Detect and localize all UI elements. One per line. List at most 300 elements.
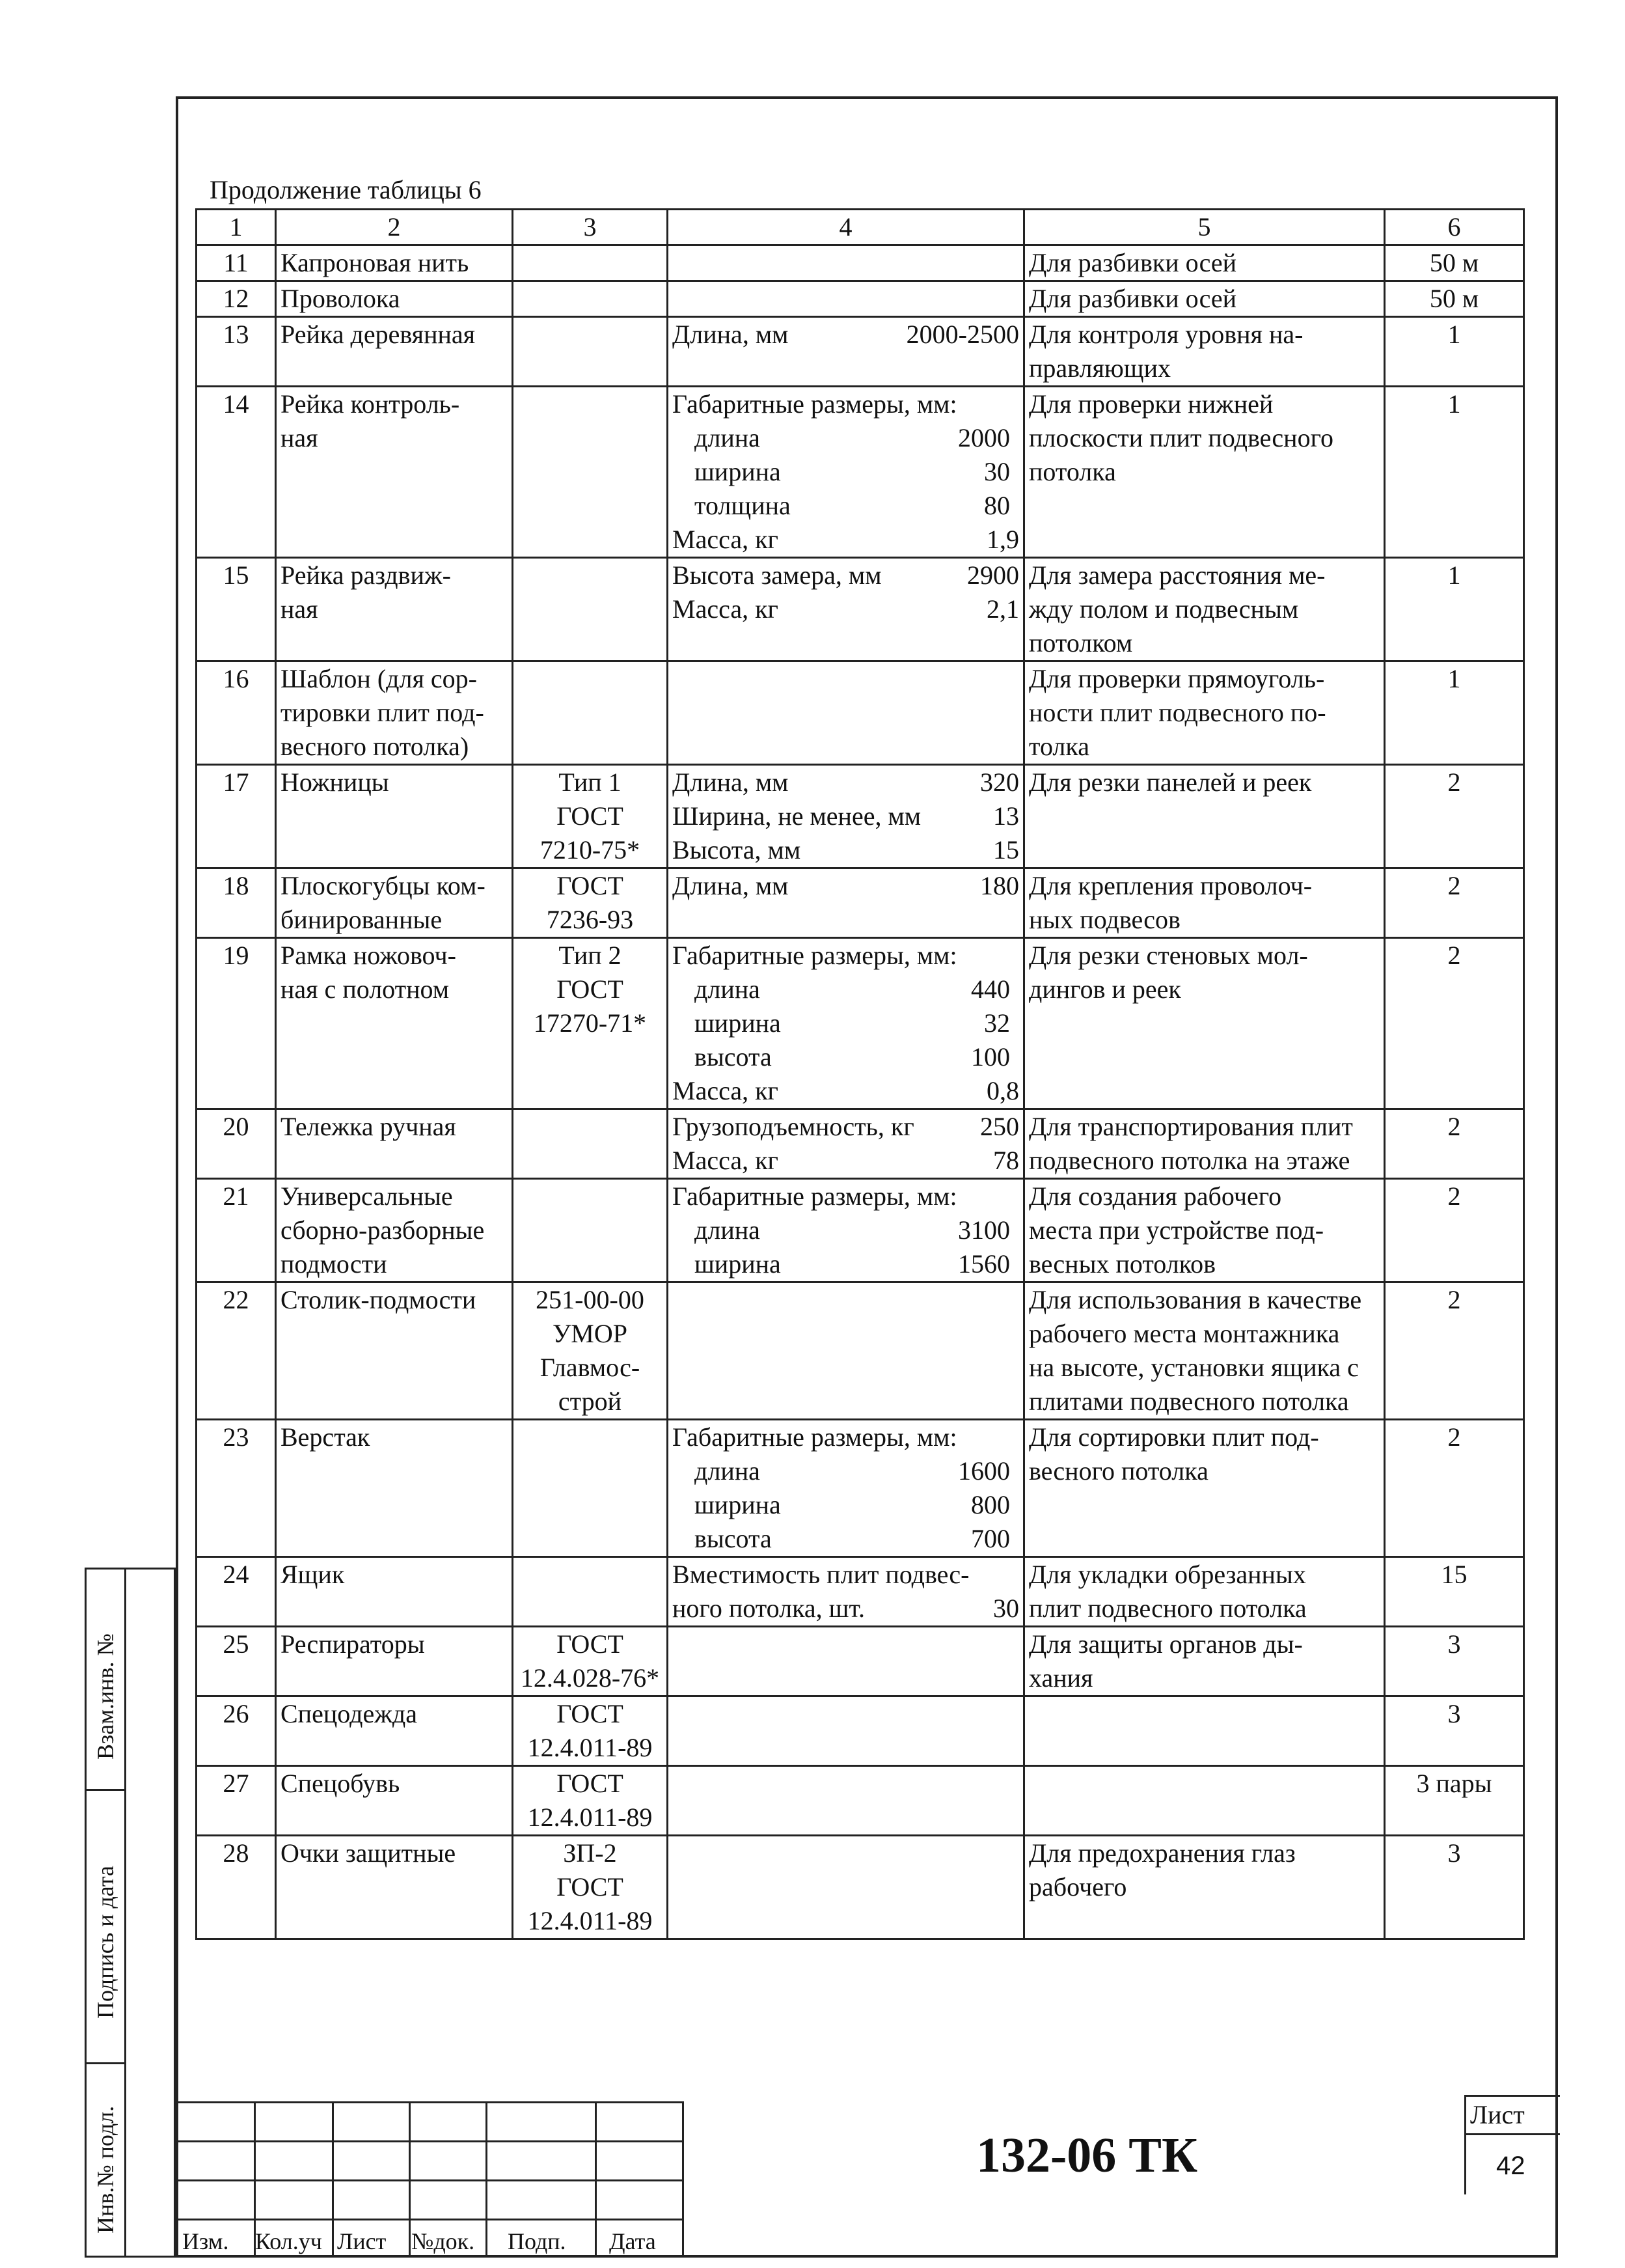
spec-value: 320	[980, 768, 1019, 797]
purpose-line: Для использования в качестве	[1029, 1285, 1362, 1314]
standard-cell	[513, 1557, 668, 1627]
purpose-line: Для резки стеновых мол-	[1029, 941, 1308, 970]
purpose-cell	[1024, 661, 1385, 765]
purpose-cell	[1024, 245, 1385, 281]
spec-line	[672, 1074, 1019, 1108]
standard-line: 12.4.028-76*	[520, 1663, 660, 1693]
spec-cell	[668, 1109, 1024, 1179]
spec-value: 1,9	[987, 525, 1019, 554]
spec-key: Габаритные размеры, мм:	[672, 389, 957, 419]
item-name-line: Универсальные	[280, 1182, 453, 1211]
sheet-box	[1464, 2095, 1560, 2194]
spec-value: 2000	[958, 423, 1010, 452]
quantity-cell: 50 м	[1385, 245, 1524, 281]
spec-value: 78	[993, 1146, 1019, 1175]
standard-line: ГОСТ	[556, 1629, 623, 1659]
table-row	[197, 387, 1524, 558]
spec-cell	[668, 1627, 1024, 1696]
spec-value: 250	[980, 1112, 1019, 1141]
item-name-cell	[276, 317, 513, 387]
standard-line: Тип 1	[558, 768, 621, 797]
spec-key: высота	[694, 1042, 772, 1072]
row-number: 25	[197, 1627, 276, 1696]
spec-line	[672, 1180, 1019, 1213]
quantity-cell: 1	[1385, 558, 1524, 661]
standard-cell	[513, 868, 668, 938]
spec-line	[672, 1213, 1019, 1247]
spec-value: 800	[971, 1490, 1010, 1519]
purpose-cell	[1024, 317, 1385, 387]
item-name-line: Капроновая нить	[280, 248, 469, 277]
row-number: 18	[197, 868, 276, 938]
standard-line: 17270-71*	[533, 1008, 647, 1038]
row-number: 28	[197, 1836, 276, 1939]
header-col-4: 4	[668, 210, 1024, 245]
item-name-cell	[276, 1282, 513, 1420]
purpose-cell	[1024, 1627, 1385, 1696]
spec-key: ширина	[694, 457, 781, 486]
row-number: 16	[197, 661, 276, 765]
spec-value: 80	[984, 491, 1010, 520]
purpose-cell	[1024, 1420, 1385, 1557]
quantity-cell: 3	[1385, 1627, 1524, 1696]
spec-key: ширина	[694, 1249, 781, 1279]
table-row	[197, 1766, 1524, 1836]
purpose-line: Для разбивки осей	[1029, 284, 1237, 313]
spec-key: толщина	[694, 491, 791, 520]
item-name-cell	[276, 1766, 513, 1836]
item-name-cell	[276, 1627, 513, 1696]
purpose-line: Для проверки прямоуголь-	[1029, 664, 1325, 693]
purpose-line: подвесного потолка на этаже	[1029, 1146, 1350, 1175]
spec-cell	[668, 765, 1024, 868]
inv-podl-label: Инв.№ подл.	[92, 2105, 118, 2233]
purpose-line: Для крепления проволоч-	[1029, 871, 1313, 900]
spec-value: 30	[993, 1594, 1019, 1623]
purpose-cell	[1024, 1836, 1385, 1939]
table-row	[197, 1420, 1524, 1557]
standard-cell	[513, 765, 668, 868]
header-col-3: 3	[513, 210, 668, 245]
item-name-cell	[276, 1420, 513, 1557]
item-name-line: Шаблон (для сор-	[280, 664, 477, 693]
item-name-line: Ящик	[280, 1560, 345, 1589]
row-number: 14	[197, 387, 276, 558]
standard-line: 12.4.011-89	[527, 1803, 653, 1832]
row-number: 22	[197, 1282, 276, 1420]
purpose-line: Для предохранения глаз	[1029, 1838, 1296, 1868]
spec-line	[672, 592, 1019, 626]
purpose-line: потолка	[1029, 457, 1116, 486]
standard-cell	[513, 1696, 668, 1766]
spec-line	[672, 318, 1019, 352]
purpose-line: ных подвесов	[1029, 905, 1181, 934]
header-col-1: 1	[197, 210, 276, 245]
spec-value: 30	[984, 457, 1010, 486]
spec-line	[672, 1144, 1019, 1178]
header-col-2: 2	[276, 210, 513, 245]
row-number: 17	[197, 765, 276, 868]
spec-key: длина	[694, 975, 760, 1004]
quantity-cell: 2	[1385, 868, 1524, 938]
spec-line	[672, 1247, 1019, 1281]
spec-key: Грузоподъемность, кг	[672, 1112, 914, 1141]
table-row	[197, 558, 1524, 661]
spec-value: 3100	[958, 1215, 1010, 1245]
purpose-line: Для резки панелей и реек	[1029, 768, 1312, 797]
spec-line	[672, 973, 1019, 1006]
item-name-line: Тележка ручная	[280, 1112, 456, 1141]
item-name-line: Спецодежда	[280, 1699, 417, 1728]
item-name-cell	[276, 1109, 513, 1179]
purpose-line: рабочего	[1029, 1872, 1127, 1902]
spec-key: ширина	[694, 1008, 781, 1038]
standard-line: Тип 2	[558, 941, 621, 970]
item-name-cell	[276, 1557, 513, 1627]
standard-cell	[513, 661, 668, 765]
standard-line: 251-00-00	[536, 1285, 644, 1314]
item-name-line: Рейка деревянная	[280, 320, 476, 349]
purpose-line: весных потолков	[1029, 1249, 1216, 1279]
spec-value: 2,1	[987, 594, 1019, 624]
item-name-line: подмости	[280, 1249, 387, 1279]
spec-line	[672, 869, 1019, 903]
vzam-inv-label: Взам.инв. №	[92, 1633, 118, 1760]
table-row	[197, 317, 1524, 387]
purpose-cell	[1024, 868, 1385, 938]
spec-line	[672, 1454, 1019, 1488]
spec-value: 13	[993, 801, 1019, 831]
item-name-line: Респираторы	[280, 1629, 425, 1659]
spec-line	[672, 766, 1019, 799]
item-name-cell	[276, 1696, 513, 1766]
quantity-cell: 2	[1385, 1420, 1524, 1557]
standard-line: ГОСТ	[556, 1699, 623, 1728]
standard-cell	[513, 1179, 668, 1282]
item-name-line: Ножницы	[280, 768, 389, 797]
spec-cell	[668, 938, 1024, 1109]
item-name-line: Проволока	[280, 284, 400, 313]
item-name-line: ная с полотном	[280, 975, 450, 1004]
purpose-line: Для контроля уровня на-	[1029, 320, 1304, 349]
item-name-line: тировки плит под-	[280, 698, 484, 727]
item-name-line: ная	[280, 594, 318, 624]
label-kol-uch: Кол.уч	[255, 2228, 322, 2254]
row-number: 19	[197, 938, 276, 1109]
spec-line	[672, 833, 1019, 867]
item-name-cell	[276, 281, 513, 317]
spec-cell	[668, 1557, 1024, 1627]
purpose-cell	[1024, 1179, 1385, 1282]
spec-key: Длина, мм	[672, 871, 789, 900]
standard-line: Главмос-	[539, 1353, 640, 1382]
row-number: 11	[197, 245, 276, 281]
spec-key: Высота замера, мм	[672, 560, 882, 590]
purpose-cell	[1024, 938, 1385, 1109]
spec-key: Ширина, не менее, мм	[672, 801, 922, 831]
standard-line: ГОСТ	[556, 801, 623, 831]
standard-line: ГОСТ	[556, 975, 623, 1004]
spec-cell	[668, 661, 1024, 765]
row-number: 21	[197, 1179, 276, 1282]
quantity-cell: 2	[1385, 1179, 1524, 1282]
purpose-line: плитами подвесного потолка	[1029, 1387, 1349, 1416]
item-name-cell	[276, 245, 513, 281]
standard-line: 7210-75*	[539, 835, 640, 864]
spec-key: Масса, кг	[672, 1146, 778, 1175]
purpose-line: на высоте, установки ящика с	[1029, 1353, 1359, 1382]
spec-value: 32	[984, 1008, 1010, 1038]
standard-cell	[513, 1766, 668, 1836]
spec-line	[672, 1420, 1019, 1454]
spec-key: длина	[694, 1215, 760, 1245]
spec-key: длина	[694, 1456, 760, 1486]
purpose-line: правляющих	[1029, 353, 1171, 383]
spec-line	[672, 1488, 1019, 1522]
table-caption: Продолжение таблицы 6	[210, 175, 482, 204]
item-name-cell	[276, 1836, 513, 1939]
spec-key: ного потолка, шт.	[672, 1594, 865, 1623]
purpose-line: Для разбивки осей	[1029, 248, 1237, 277]
spec-line	[672, 387, 1019, 421]
purpose-line: Для укладки обрезанных	[1029, 1560, 1306, 1589]
spec-key: Масса, кг	[672, 594, 778, 624]
spec-line	[672, 421, 1019, 455]
row-number: 15	[197, 558, 276, 661]
item-name-cell	[276, 765, 513, 868]
standard-cell	[513, 281, 668, 317]
purpose-line: плит подвесного потолка	[1029, 1594, 1307, 1623]
quantity-cell: 2	[1385, 765, 1524, 868]
standard-line: УМОР	[552, 1319, 628, 1348]
margin-stamp	[85, 1568, 176, 2258]
spec-line	[672, 455, 1019, 489]
standard-line: ГОСТ	[556, 1872, 623, 1902]
table-row	[197, 661, 1524, 765]
standard-line: ГОСТ	[556, 871, 623, 900]
spec-cell	[668, 1179, 1024, 1282]
quantity-cell: 2	[1385, 1109, 1524, 1179]
spec-line	[672, 799, 1019, 833]
standard-cell	[513, 317, 668, 387]
purpose-line: Для сортировки плит под-	[1029, 1422, 1319, 1452]
standard-cell	[513, 387, 668, 558]
standard-cell	[513, 1282, 668, 1420]
header-col-6: 6	[1385, 210, 1524, 245]
table-row	[197, 1109, 1524, 1179]
table-row	[197, 1836, 1524, 1939]
label-data: Дата	[609, 2228, 656, 2254]
sheet-number: 42	[1496, 2151, 1525, 2180]
row-number: 26	[197, 1696, 276, 1766]
purpose-line: рабочего места монтажника	[1029, 1319, 1340, 1348]
spec-cell	[668, 1766, 1024, 1836]
purpose-cell	[1024, 1109, 1385, 1179]
table-row	[197, 938, 1524, 1109]
spec-key: высота	[694, 1524, 772, 1553]
spec-cell	[668, 387, 1024, 558]
spec-value: 440	[971, 975, 1010, 1004]
spec-key: Габаритные размеры, мм:	[672, 941, 957, 970]
spec-line	[672, 559, 1019, 592]
spec-cell	[668, 1282, 1024, 1420]
spec-cell	[668, 558, 1024, 661]
spec-key: Масса, кг	[672, 1076, 778, 1105]
standard-line: строй	[558, 1387, 622, 1416]
row-number: 12	[197, 281, 276, 317]
spec-key: Габаритные размеры, мм:	[672, 1422, 957, 1452]
purpose-line: весного потолка	[1029, 1456, 1209, 1486]
standard-line: ГОСТ	[556, 1769, 623, 1798]
spec-cell	[668, 868, 1024, 938]
standard-line: 7236-93	[546, 905, 634, 934]
label-podp: Подп.	[508, 2228, 566, 2254]
purpose-cell	[1024, 558, 1385, 661]
spec-value: 0,8	[987, 1076, 1019, 1105]
table-row	[197, 1282, 1524, 1420]
quantity-cell: 1	[1385, 317, 1524, 387]
podpis-data-label: Подпись и дата	[92, 1866, 118, 2019]
spec-key: длина	[694, 423, 760, 452]
quantity-cell: 1	[1385, 387, 1524, 558]
spec-line	[672, 523, 1019, 557]
standard-cell	[513, 1420, 668, 1557]
label-izm: Изм.	[182, 2228, 229, 2254]
header-col-5: 5	[1024, 210, 1385, 245]
spec-line	[672, 1110, 1019, 1144]
item-name-cell	[276, 938, 513, 1109]
item-name-line: Очки защитные	[280, 1838, 456, 1868]
quantity-cell: 2	[1385, 1282, 1524, 1420]
standard-cell	[513, 1627, 668, 1696]
item-name-cell	[276, 661, 513, 765]
table-row	[197, 281, 1524, 317]
spec-cell	[668, 281, 1024, 317]
spec-cell	[668, 1420, 1024, 1557]
item-name-cell	[276, 1179, 513, 1282]
purpose-cell	[1024, 387, 1385, 558]
spec-value: 2000-2500	[906, 320, 1019, 349]
item-name-line: Плоскогубцы ком-	[280, 871, 485, 900]
spec-cell	[668, 245, 1024, 281]
row-number: 20	[197, 1109, 276, 1179]
equipment-table	[195, 208, 1525, 1940]
purpose-line: Для транспортирования плит	[1029, 1112, 1353, 1141]
item-name-cell	[276, 558, 513, 661]
table-row	[197, 1557, 1524, 1627]
standard-line: 12.4.011-89	[527, 1906, 653, 1935]
quantity-cell: 3	[1385, 1836, 1524, 1939]
purpose-line: Для проверки нижней	[1029, 389, 1274, 419]
spec-value: 180	[980, 871, 1019, 900]
spec-value: 1600	[958, 1456, 1010, 1486]
quantity-cell: 3 пары	[1385, 1766, 1524, 1836]
spec-key: Длина, мм	[672, 320, 789, 349]
standard-cell	[513, 1836, 668, 1939]
purpose-line: потолком	[1029, 628, 1133, 657]
item-name-line: Рейка раздвиж-	[280, 560, 451, 590]
row-number: 13	[197, 317, 276, 387]
purpose-cell	[1024, 1282, 1385, 1420]
label-list: Лист	[337, 2228, 387, 2254]
table-body	[197, 245, 1524, 1939]
spec-line	[672, 1522, 1019, 1556]
purpose-line: Для замера расстояния ме-	[1029, 560, 1326, 590]
spec-value: 700	[971, 1524, 1010, 1553]
table-row	[197, 868, 1524, 938]
item-name-cell	[276, 387, 513, 558]
purpose-line: Для создания рабочего	[1029, 1182, 1282, 1211]
item-name-line: Рейка контроль-	[280, 389, 460, 419]
purpose-line: толка	[1029, 732, 1089, 761]
item-name-line: весного потолка)	[280, 732, 469, 761]
spec-cell	[668, 1696, 1024, 1766]
spec-key: Масса, кг	[672, 525, 778, 554]
table-header-row	[197, 210, 1524, 245]
item-name-line: Рамка ножовоч-	[280, 941, 456, 970]
spec-key: Вместимость плит подвес-	[672, 1560, 970, 1589]
spec-line	[672, 1592, 1019, 1625]
spec-key: ширина	[694, 1490, 781, 1519]
title-block	[176, 2101, 1558, 2258]
purpose-cell	[1024, 1766, 1385, 1836]
quantity-cell: 3	[1385, 1696, 1524, 1766]
quantity-cell: 1	[1385, 661, 1524, 765]
spec-value: 15	[993, 835, 1019, 864]
spec-cell	[668, 1836, 1024, 1939]
purpose-line: хания	[1029, 1663, 1093, 1693]
item-name-line: ная	[280, 423, 318, 452]
purpose-cell	[1024, 765, 1385, 868]
standard-cell	[513, 245, 668, 281]
purpose-cell	[1024, 1557, 1385, 1627]
row-number: 24	[197, 1557, 276, 1627]
table-row	[197, 1696, 1524, 1766]
standard-cell	[513, 558, 668, 661]
spec-key: Габаритные размеры, мм:	[672, 1182, 957, 1211]
standard-line: ЗП-2	[563, 1838, 617, 1868]
spec-value: 1560	[958, 1249, 1010, 1279]
label-nomer-dok: №док.	[411, 2228, 475, 2254]
table-row	[197, 1179, 1524, 1282]
spec-line	[672, 939, 1019, 973]
spec-line	[672, 489, 1019, 523]
purpose-line: плоскости плит подвесного	[1029, 423, 1333, 452]
spec-line	[672, 1006, 1019, 1040]
document-code: 132-06 ТК	[976, 2128, 1198, 2183]
item-name-line: Столик-подмости	[280, 1285, 476, 1314]
item-name-line: сборно-разборные	[280, 1215, 485, 1245]
purpose-line: жду полом и подвесным	[1029, 594, 1299, 624]
quantity-cell: 2	[1385, 938, 1524, 1109]
standard-line: 12.4.011-89	[527, 1733, 653, 1762]
item-name-line: бинированные	[280, 905, 443, 934]
purpose-cell	[1024, 1696, 1385, 1766]
spec-key: Высота, мм	[672, 835, 801, 864]
spec-value: 100	[971, 1042, 1010, 1072]
sheet-label: Лист	[1470, 2100, 1525, 2129]
purpose-cell	[1024, 281, 1385, 317]
row-number: 23	[197, 1420, 276, 1557]
purpose-line: Для защиты органов ды-	[1029, 1629, 1303, 1659]
purpose-line: дингов и реек	[1029, 975, 1181, 1004]
purpose-line: места при устройстве под-	[1029, 1215, 1324, 1245]
table-row	[197, 765, 1524, 868]
item-name-line: Спецобувь	[280, 1769, 400, 1798]
table-row	[197, 1627, 1524, 1696]
purpose-line: ности плит подвесного по-	[1029, 698, 1326, 727]
quantity-cell: 15	[1385, 1557, 1524, 1627]
